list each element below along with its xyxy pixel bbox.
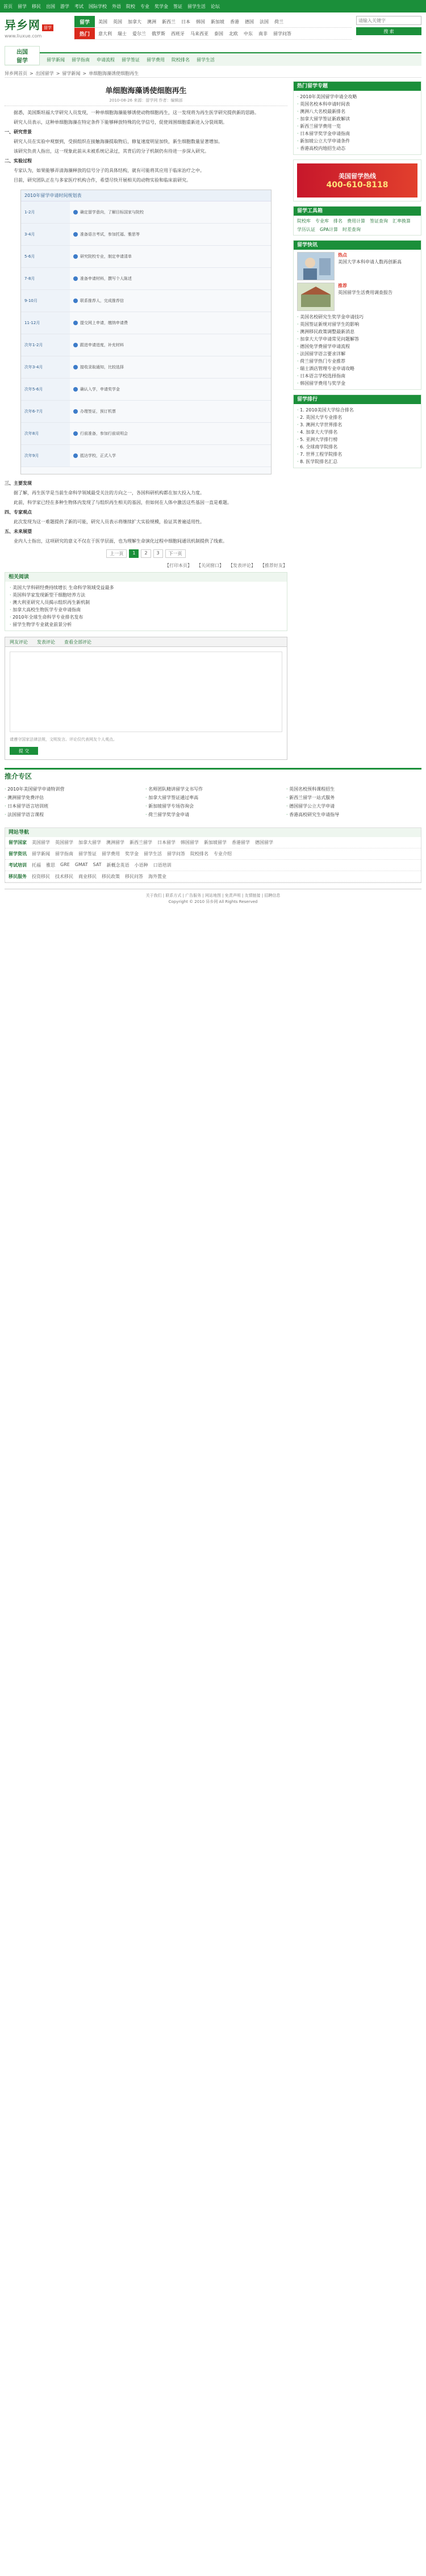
figure-period: 次年5-6月 [21, 379, 70, 400]
article-paragraph: 研究人员表示，这种单细胞海藻在特定条件下能够释放特殊的化学信号，促使周围细胞重新进入分裂周期。 [14, 120, 227, 125]
figure-row [21, 201, 271, 224]
section-heading: 二、实验过程 [5, 158, 32, 163]
site-map-link[interactable]: 移民问答 [125, 874, 143, 879]
article-body-2 [5, 480, 287, 545]
section-heading: 三、主要发现 [5, 481, 32, 486]
figure-task-text: 办理签证，预订机票 [80, 409, 116, 414]
article-tool-link[interactable]: 【关闭窗口】 [197, 563, 224, 568]
category-row [74, 16, 352, 28]
site-map-link[interactable]: 新加坡留学 [204, 840, 227, 845]
ad-box [293, 159, 421, 201]
figure-task [70, 409, 271, 414]
tool-link[interactable]: 学历认证 [297, 227, 315, 232]
breadcrumb-item[interactable]: 单细胞海藻诱使细胞再生 [89, 70, 139, 76]
category-item[interactable]: 英国 [113, 19, 122, 24]
category-item[interactable]: 加拿大 [128, 19, 141, 24]
related-link[interactable]: · 2010年全球生命科学专业排名发布 [10, 613, 282, 621]
hot-topic-link[interactable]: · 加拿大留学签证新政解读 [297, 115, 417, 123]
site-map-link[interactable]: 新概念英语 [106, 863, 130, 868]
category-item[interactable]: 北欧 [229, 31, 238, 36]
hot-topic-link[interactable]: · 英国名校本科申请时间表 [297, 100, 417, 108]
site-map-link[interactable]: 加拿大留学 [78, 840, 101, 845]
tool-link[interactable]: GPA计算 [320, 227, 338, 232]
breadcrumb [5, 69, 421, 78]
article-paragraph: 此前，科学家已经在多种生物体内发现了与组织再生相关的基因，但如何在人体中激活这些基因一直是难题。 [14, 500, 232, 505]
figure-row [21, 445, 271, 467]
figure-period: 次年6-7月 [21, 401, 70, 422]
figure-period: 1-2月 [21, 201, 70, 223]
tool-link[interactable]: 排名 [333, 218, 343, 224]
comment-textarea[interactable] [10, 652, 282, 732]
figure-period: 7-8月 [21, 268, 70, 289]
figure-task-text: 准备语言考试，参加托福、雅思等 [80, 232, 140, 237]
site-map-link[interactable]: 商业移民 [78, 874, 97, 879]
category-item[interactable]: 香港 [230, 19, 239, 24]
site-map-link[interactable]: GRE [60, 862, 70, 867]
category-item[interactable]: 泰国 [214, 31, 223, 36]
site-map-category[interactable]: 留学资讯 [9, 851, 27, 856]
figure-task [70, 232, 271, 237]
tool-link[interactable]: 时差查询 [342, 227, 361, 232]
promo-link[interactable]: · 澳洲留学免费评估 [5, 794, 140, 801]
sub-tab[interactable]: 留学指南 [72, 57, 90, 62]
top-nav-item[interactable]: 院校 [126, 3, 135, 9]
news-link[interactable]: · 法国留学语言要求详解 [297, 350, 417, 358]
promo-link[interactable]: · 英国名校预科课程招生 [286, 785, 421, 793]
site-map-link[interactable]: 美国留学 [32, 840, 50, 845]
promo-link[interactable]: · 德国留学公立大学申请 [286, 802, 421, 810]
figure-task-text: 接收录取通知，比较选择 [80, 365, 124, 369]
article-tool-link[interactable]: 【推荐好友】 [260, 563, 287, 568]
tool-link[interactable]: 签证查询 [370, 218, 388, 224]
bullet-icon [73, 254, 78, 259]
news-thumb-1[interactable] [297, 252, 417, 280]
news-box [293, 240, 421, 390]
site-map-link[interactable]: 移民政策 [102, 874, 120, 879]
bullet-icon [73, 210, 78, 215]
category-item[interactable]: 美国 [98, 19, 107, 24]
site-map-title: 网站导航 [5, 828, 421, 837]
sub-tab[interactable]: 院校排名 [172, 57, 190, 62]
search-box [356, 16, 421, 35]
pager-item[interactable]: 2 [141, 549, 151, 558]
comment-tabs [5, 637, 287, 647]
figure-row [21, 246, 271, 268]
category-item[interactable]: 法国 [260, 19, 269, 24]
site-map-link[interactable]: 德国留学 [255, 840, 273, 845]
news-text-2: 英国留学生活费用调查报告 [338, 290, 392, 295]
promo-link[interactable]: · 加拿大留学签证通过率高 [145, 794, 281, 801]
figure-task [70, 431, 271, 436]
bullet-icon [73, 453, 78, 458]
news-link[interactable]: · 韩国留学费用与奖学金 [297, 380, 417, 387]
section-heading: 五、未来展望 [5, 529, 32, 534]
breadcrumb-item[interactable]: 出国留学 [35, 70, 54, 76]
site-map-link[interactable]: 海外置业 [148, 874, 166, 879]
tool-link[interactable]: 专业库 [315, 218, 329, 224]
related-link[interactable]: · 澳大利亚研究人员揭示组织再生新机制 [10, 599, 282, 606]
figure-period: 次年1-2月 [21, 334, 70, 356]
section-logo-line1: 出国 [16, 49, 28, 56]
site-map-row [5, 860, 421, 871]
article-paragraph: 此次发现为这一难题提供了新的可能，研究人员表示将继续扩大实验规模，验证其普遍适用性。 [14, 519, 204, 524]
hot-topics-box [293, 81, 421, 155]
bullet-icon [73, 299, 78, 303]
figure-row [21, 401, 271, 423]
section-logo [5, 46, 40, 65]
pager-item[interactable]: 3 [153, 549, 163, 558]
category-item[interactable]: 中东 [244, 31, 253, 36]
site-map-category[interactable]: 考试培训 [9, 863, 27, 868]
figure-task-text: 提交网上申请，缴纳申请费 [80, 321, 128, 325]
bullet-icon [73, 431, 78, 436]
top-nav-item[interactable]: 移民 [32, 3, 41, 9]
hot-topic-link[interactable]: · 新加坡公立大学申请条件 [297, 137, 417, 145]
rank-link[interactable]: · 5. 亚洲大学排行榜 [297, 436, 417, 443]
page [0, 0, 426, 905]
figure-task-text: 确认入学，申请奖学金 [80, 387, 120, 392]
sub-tab[interactable]: 留学生活 [197, 57, 215, 62]
site-map-link[interactable]: 雅思 [46, 863, 55, 868]
site-map-link[interactable]: 奖学金 [125, 851, 139, 856]
top-nav-item[interactable]: 签证 [173, 3, 182, 9]
figure-task [70, 342, 271, 348]
figure-row [21, 268, 271, 290]
related-link[interactable]: · 英国科学家发现新型干细胞培养方法 [10, 591, 282, 599]
section-logo-line2: 留学 [16, 58, 28, 64]
article-paragraph: 目前，研究团队正在与多家医疗机构合作，希望尽快开展相关的动物实验和临床前研究。 [14, 178, 191, 183]
logo-badge: 留学 [42, 24, 53, 31]
figure-row [21, 423, 271, 445]
rank-link[interactable]: · 2. 英国大学专业排名 [297, 414, 417, 421]
figure-task-text: 研究院校专业，制定申请清单 [80, 254, 132, 259]
sub-tab[interactable]: 留学费用 [147, 57, 165, 62]
related-link[interactable]: · 加拿大高校生物医学专业申请指南 [10, 606, 282, 613]
hot-topics-title: 热门留学专题 [294, 82, 421, 91]
figure-period: 9-10月 [21, 290, 70, 312]
category-item[interactable]: 西班牙 [171, 31, 185, 36]
figure-task-text: 行前准备，参加行前说明会 [80, 431, 128, 436]
pager-item[interactable]: 上一页 [106, 549, 127, 558]
figure-row [21, 356, 271, 379]
news-photo-1 [297, 252, 335, 280]
bullet-icon [73, 409, 78, 414]
site-logo[interactable] [5, 16, 70, 39]
figure-task [70, 298, 271, 304]
rank-title: 留学排行 [294, 395, 421, 404]
article-column [5, 81, 287, 760]
sidebar [293, 81, 421, 760]
news-link[interactable]: · 加拿大大学申请常见问题解答 [297, 335, 417, 343]
figure-task-text: 联系推荐人，完成推荐信 [80, 299, 124, 303]
main-area [0, 81, 426, 760]
site-map-link[interactable]: 托福 [32, 863, 41, 868]
figure-task [70, 276, 271, 281]
news-link[interactable]: · 德国免学费留学申请流程 [297, 343, 417, 350]
site-map-link[interactable]: 留学问答 [167, 851, 185, 856]
breadcrumb-item: > [56, 70, 60, 76]
category-head[interactable]: 留学 [74, 16, 95, 27]
logo-site: www.liuxue.com [5, 33, 42, 39]
figure-row [21, 290, 271, 312]
category-item[interactable]: 日本 [181, 19, 190, 24]
promo-link[interactable]: · 新西兰留学一站式服务 [286, 794, 421, 801]
article-tool-link[interactable]: 【打印本页】 [165, 563, 192, 568]
sub-tabs [5, 49, 421, 66]
hot-topic-link[interactable]: · 日本留学奖学金申请指南 [297, 130, 417, 137]
top-nav-item[interactable]: 留学 [18, 3, 27, 9]
site-map-category[interactable]: 移民服务 [9, 874, 27, 879]
ad-line1: 美国留学热线 [339, 173, 376, 180]
figure-row [21, 312, 271, 334]
bullet-icon [73, 232, 78, 237]
news-link[interactable]: · 日本语言学校选择指南 [297, 372, 417, 380]
figure-period: 次年9月 [21, 445, 70, 467]
bullet-icon [73, 276, 78, 281]
pager-item[interactable]: 下一页 [165, 549, 186, 558]
news-link[interactable]: · 澳洲移民政策调整最新消息 [297, 328, 417, 335]
figure-task [70, 209, 271, 215]
news-tag-1: 热点 [338, 253, 347, 258]
site-map-link[interactable]: 技术移民 [55, 874, 73, 879]
figure-task-text: 跟进申请进度，补充材料 [80, 343, 124, 347]
logo-name: 异乡网 [5, 18, 40, 32]
site-map-row [5, 871, 421, 883]
site-map-link[interactable]: 英国留学 [55, 840, 73, 845]
related-link[interactable]: · 留学生物学专业就业前景分析 [10, 621, 282, 628]
category-item[interactable]: 俄罗斯 [152, 31, 165, 36]
hot-topic-link[interactable]: · 澳洲八大名校最新排名 [297, 108, 417, 115]
site-map-category[interactable]: 留学国家 [9, 840, 27, 845]
footer-copyright: Copyright © 2010 异乡网 All Rights Reserved [168, 900, 258, 904]
comment-tab[interactable]: 查看全部评论 [64, 639, 91, 645]
figure-task [70, 453, 271, 459]
category-item[interactable]: 荷兰 [274, 19, 283, 24]
section-heading: 四、专家观点 [5, 510, 32, 515]
bullet-icon [73, 365, 78, 369]
news-tag-2: 推荐 [338, 283, 347, 288]
rank-box [293, 394, 421, 468]
news-thumb-2[interactable] [297, 283, 417, 311]
site-map-link[interactable]: 院校排名 [190, 851, 208, 856]
site-map-link[interactable]: 小语种 [134, 863, 148, 868]
header [0, 12, 426, 52]
site-map-link[interactable]: 香港留学 [232, 840, 250, 845]
hot-topic-link[interactable]: · 新西兰留学费用一览 [297, 123, 417, 130]
article-tool-link[interactable]: 【发表评论】 [228, 563, 256, 568]
figure-period: 5-6月 [21, 246, 70, 267]
article-paragraph: 该研究负责人指出，这一现象此前从未被系统记录过，其背后的分子机制仍有待进一步深入研究。 [14, 149, 209, 154]
figure-task-text: 抵达学校，正式入学 [80, 453, 116, 458]
top-nav-item[interactable]: 出国 [46, 3, 55, 9]
site-map-link[interactable]: 留学生活 [144, 851, 162, 856]
site-map-link[interactable]: 新西兰留学 [130, 840, 152, 845]
article-paragraph: 据悉，美国斯坦福大学研究人员发现，一种单细胞海藻能够诱使动物细胞再生，这一发现将为再生医学研究提供新的思路。 [14, 110, 259, 115]
site-map-link[interactable]: 日本留学 [157, 840, 176, 845]
top-nav-item[interactable]: 论坛 [211, 3, 220, 9]
article-figure [20, 190, 272, 474]
top-nav-item[interactable]: 考试 [74, 3, 83, 9]
toolbox [293, 206, 421, 236]
rank-link[interactable]: · 6. 全球商学院排名 [297, 443, 417, 451]
figure-period: 3-4月 [21, 224, 70, 245]
site-map-link[interactable]: 口语培训 [153, 863, 172, 868]
promo-link[interactable]: · 香港高校研究生申请指导 [286, 811, 421, 818]
category-item[interactable]: 澳洲 [147, 19, 156, 24]
category-item[interactable]: 南非 [258, 31, 268, 36]
news-link[interactable]: · 荷兰留学热门专业推荐 [297, 358, 417, 365]
footer [5, 889, 421, 905]
figure-row [21, 224, 271, 246]
bullet-icon [73, 387, 78, 392]
sub-tab[interactable]: 申请流程 [97, 57, 115, 62]
top-nav-item[interactable]: 首页 [3, 3, 12, 9]
promo-title: 推介专区 [5, 772, 32, 780]
site-map-row [5, 848, 421, 860]
breadcrumb-item: > [30, 70, 34, 76]
ad-line2: 400-610-8118 [326, 180, 389, 190]
site-map-link[interactable]: 投资移民 [32, 874, 50, 879]
figure-task [70, 320, 271, 326]
hotline-ad[interactable] [297, 163, 417, 197]
figure-row [21, 334, 271, 356]
site-map-link[interactable]: 专业介绍 [214, 851, 232, 856]
category-bar [74, 16, 352, 40]
search-button[interactable]: 搜 索 [356, 27, 421, 35]
figure-task [70, 254, 271, 259]
promo-link[interactable]: · 日本留学语言培训班 [5, 802, 140, 810]
promo-zone [5, 768, 421, 822]
bullet-icon [73, 343, 78, 347]
rank-link[interactable]: · 1. 2010美国大学综合排名 [297, 406, 417, 414]
breadcrumb-item[interactable]: 异乡网首页 [5, 70, 27, 76]
related-link[interactable]: · 美国大学科研经费持续增长 生命科学领域受益最多 [10, 584, 282, 591]
article-body [5, 110, 287, 184]
figure-task-text: 准备申请材料，撰写个人陈述 [80, 276, 132, 281]
category-item[interactable]: 意大利 [98, 31, 112, 36]
top-nav-item[interactable]: 专业 [140, 3, 149, 9]
news-link[interactable]: · 美国名校研究生奖学金申请技巧 [297, 313, 417, 321]
category-item[interactable]: 留学问答 [273, 31, 291, 36]
figure-row [21, 379, 271, 401]
promo-link[interactable]: · 荷兰留学奖学金申请 [145, 811, 281, 818]
sub-tab[interactable]: 留学签证 [122, 57, 140, 62]
rank-link[interactable]: · 8. 医学院排名汇总 [297, 458, 417, 465]
hot-topic-link[interactable]: · 香港高校内地招生动态 [297, 145, 417, 152]
promo-link[interactable]: · 法国留学语言课程 [5, 811, 140, 818]
breadcrumb-item[interactable]: 留学新闻 [62, 70, 81, 76]
rank-link[interactable]: · 7. 世界工程学院排名 [297, 451, 417, 458]
news-link[interactable]: · 瑞士酒店管理专业申请攻略 [297, 365, 417, 372]
figure-title: 2010年留学申请时间规划表 [21, 190, 271, 201]
tool-link[interactable]: 院校库 [297, 218, 311, 224]
site-map-link[interactable]: 留学新闻 [32, 851, 50, 856]
site-map-link[interactable]: 留学签证 [78, 851, 97, 856]
site-map-link[interactable]: SAT [93, 862, 102, 867]
category-item[interactable]: 马来西亚 [190, 31, 208, 36]
site-map-link[interactable]: 澳洲留学 [106, 840, 124, 845]
toolbox-title: 留学工具箱 [294, 207, 421, 216]
comment-note: 请遵守国家法律法规，文明发言。评论仅代表网友个人观点。 [10, 737, 117, 742]
comment-box [5, 637, 287, 760]
pager [5, 549, 287, 558]
top-nav-item[interactable]: 外语 [112, 3, 121, 9]
article-paragraph: 据了解，再生医学是当前生命科学领域最受关注的方向之一，各国科研机构都在加大投入力度。 [14, 490, 204, 495]
bullet-icon [73, 321, 78, 325]
site-map-row [5, 837, 421, 848]
comment-tab[interactable]: 网友评论 [10, 639, 28, 645]
top-nav-item[interactable]: 留学生活 [187, 3, 206, 9]
news-link[interactable]: · 英国签证新规对留学生的影响 [297, 321, 417, 328]
figure-task-text: 确定留学意向，了解目标国家与院校 [80, 210, 144, 215]
article-paragraph: 研究人员在实验中观察到，受损组织在接触海藻提取物后，修复速度明显加快，新生细胞数量显著增加。 [14, 139, 223, 144]
category-item[interactable]: 德国 [245, 19, 254, 24]
category-item[interactable]: 瑞士 [118, 31, 127, 36]
related-box [5, 572, 287, 631]
pager-item[interactable]: 1 [129, 549, 139, 558]
footer-links[interactable]: 关于我们 | 联系方式 | 广告服务 | 网站地图 | 免责声明 | 友情链接 | 招聘信息 [145, 893, 281, 898]
figure-period: 11-12月 [21, 312, 70, 334]
figure-task [70, 386, 271, 392]
sub-tab[interactable]: 留学新闻 [47, 57, 65, 62]
search-input[interactable] [356, 16, 421, 25]
site-map-link[interactable]: 留学指南 [55, 851, 73, 856]
promo-link[interactable]: · 名师团队精讲留学文书写作 [145, 785, 281, 793]
section-heading: 一、研究背景 [5, 129, 32, 135]
category-item[interactable]: 韩国 [196, 19, 205, 24]
promo-link[interactable]: · 新加坡留学专场咨询会 [145, 802, 281, 810]
top-nav-item[interactable]: 国际学校 [89, 3, 107, 9]
category-item[interactable]: 新西兰 [162, 19, 176, 24]
site-map [5, 827, 421, 883]
related-title: 相关阅读 [5, 573, 287, 582]
article-paragraph: 业内人士指出，这项研究的意义不仅在于医学层面，也为理解生命演化过程中细胞间通讯机制提供了线索。 [14, 539, 227, 544]
figure-period: 次年8月 [21, 423, 70, 444]
rank-link[interactable]: · 3. 澳洲大学世界排名 [297, 421, 417, 428]
news-title: 留学快讯 [294, 241, 421, 250]
figure-period: 次年3-4月 [21, 356, 70, 378]
figure-task [70, 364, 271, 370]
top-nav [0, 0, 426, 12]
site-map-link[interactable]: 韩国留学 [181, 840, 199, 845]
site-map-link[interactable]: 留学费用 [102, 851, 120, 856]
comment-submit-button[interactable]: 提 交 [10, 747, 38, 755]
tool-link[interactable]: 汇率换算 [392, 218, 411, 224]
promo-link[interactable]: · 2010年美国留学申请特训营 [5, 785, 140, 793]
hot-topic-link[interactable]: · 2010年美国留学申请全攻略 [297, 93, 417, 100]
article-tools [5, 562, 287, 569]
breadcrumb-item: > [82, 70, 87, 76]
site-map-link[interactable]: GMAT [74, 862, 88, 867]
comment-tab[interactable]: 发表评论 [37, 639, 55, 645]
rank-link[interactable]: · 4. 加拿大大学排名 [297, 428, 417, 436]
news-photo-2 [297, 283, 335, 311]
news-text-1: 美国大学本科申请人数再创新高 [338, 259, 402, 264]
category-row [74, 28, 352, 40]
category-head-hot[interactable]: 热门 [74, 28, 95, 39]
top-nav-item[interactable]: 游学 [60, 3, 69, 9]
top-nav-item[interactable]: 奖学金 [154, 3, 168, 9]
tool-link[interactable]: 费用计算 [347, 218, 365, 224]
article-paragraph: 专家认为，如果能够弄清海藻释放的信号分子的具体结构，就有可能将其应用于临床治疗之中。 [14, 168, 204, 173]
category-item[interactable]: 新加坡 [211, 19, 224, 24]
article-title: 单细胞海藻诱使细胞再生 [105, 87, 187, 95]
article-meta: 2010-08-26 来源：留学网 作者：编辑部 [5, 98, 287, 106]
category-item[interactable]: 爱尔兰 [132, 31, 146, 36]
